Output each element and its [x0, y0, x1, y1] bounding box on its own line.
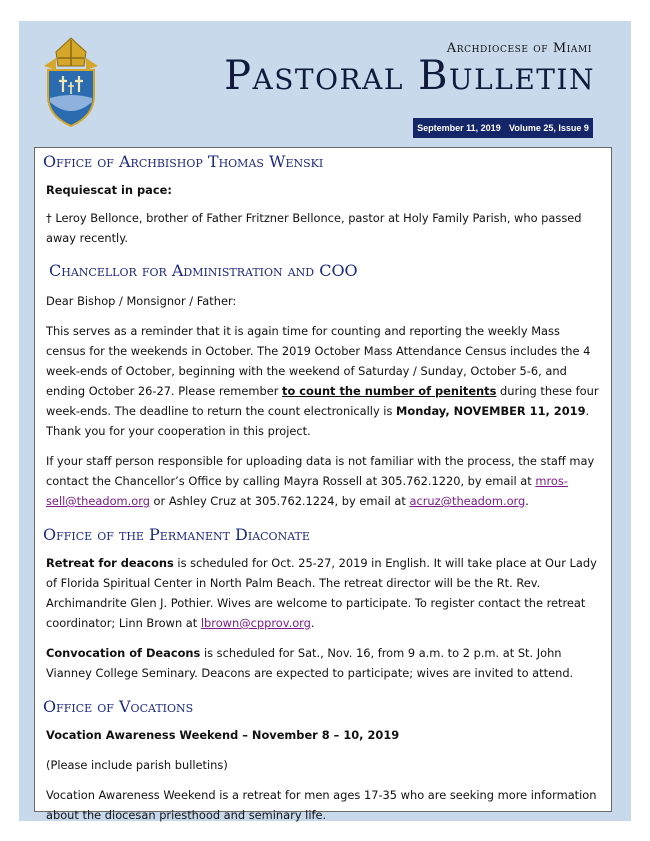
salutation: Dear Bishop / Monsignor / Father: — [46, 294, 237, 308]
obituary-text: † Leroy Bellonce, brother of Father Fritzner Bellonce, pastor at Holy Family Parish, who passed away recently. — [46, 211, 582, 245]
issue-volume: Volume 25, Issue 9 — [508, 123, 589, 133]
section-heading-vocations: Office of Vocations — [43, 697, 194, 716]
census-paragraph: This serves as a reminder that it is again time for counting and reporting the weekly Mass census for the weekends in October. The 2019 October Mass Attendance Census includes the 4 week-ends of October, beginning with the weekend of Saturday / Sunday, October 5-6, and ending October 26-27. Please remember to count the number of penitents during these four week-ends. The deadline to return the count electronically is Monday, NOVEMBER 11, 2019. Thank you for your cooperation in this project. — [46, 324, 599, 438]
vocation-description: Vocation Awareness Weekend is a retreat for men ages 17-35 who are seeking more information about the diocesan priesthood and seminary life. — [46, 788, 597, 822]
convocation-paragraph: Convocation of Deacons is scheduled for Sat., Nov. 16, from 9 a.m. to 2 p.m. at St. John Vianney College Seminary. Deacons are expected to participate; wives are invited to attend. — [46, 646, 574, 680]
retreat-paragraph: Retreat for deacons is scheduled for Oct. 25-27, 2019 in English. It will take place at Our Lady of Florida Spiritual Center in North Palm Beach. The retreat director will be the Rt. Rev. Archimandrite Glen J. Pothier. Wives are welcome to participate. To register contact the retreat coordinator; Linn Brown at lbrown@cpprov.org. — [46, 556, 597, 630]
dateline-bar — [413, 118, 593, 138]
bulletin-title: Pastoral Bulletin — [224, 53, 595, 99]
requiescat-label: Requiescat in pace: — [46, 183, 172, 197]
penitents-emphasis: to count the number of penitents — [282, 384, 497, 398]
section-heading-chancellor: Chancellor for Administration and COO — [49, 261, 358, 280]
bulletin-content — [34, 147, 612, 822]
archdiocese-crest-logo — [38, 36, 104, 128]
org-name: Archdiocese of Miami — [446, 41, 592, 56]
vocation-note: (Please include parish bulletins) — [46, 758, 228, 772]
email-link-acruz[interactable]: acruz@theadom.org — [409, 494, 526, 508]
issue-date: September 11, 2019 — [417, 123, 501, 133]
email-link-mrossell[interactable]: mros-sell@theadom.org — [46, 474, 568, 508]
deadline-date: Monday, NOVEMBER 11, 2019 — [396, 404, 586, 418]
contact-paragraph: If your staff person responsible for uploading data is not familiar with the process, the staff may contact the Chancellor’s Office by calling Mayra Rossell at 305.762.1220, by email at mros-sell@theadom.org or Ashley Cruz at 305.762.1224, by email at acruz@theadom.org. — [46, 454, 595, 508]
section-heading-archbishop: Office of Archbishop Thomas Wenski — [43, 152, 324, 171]
email-link-lbrown[interactable]: lbrown@cpprov.org — [200, 616, 311, 630]
section-heading-diaconate: Office of the Permanent Diaconate — [43, 525, 310, 544]
vocation-event-title: Vocation Awareness Weekend – November 8 – 10, 2019 — [46, 728, 400, 742]
